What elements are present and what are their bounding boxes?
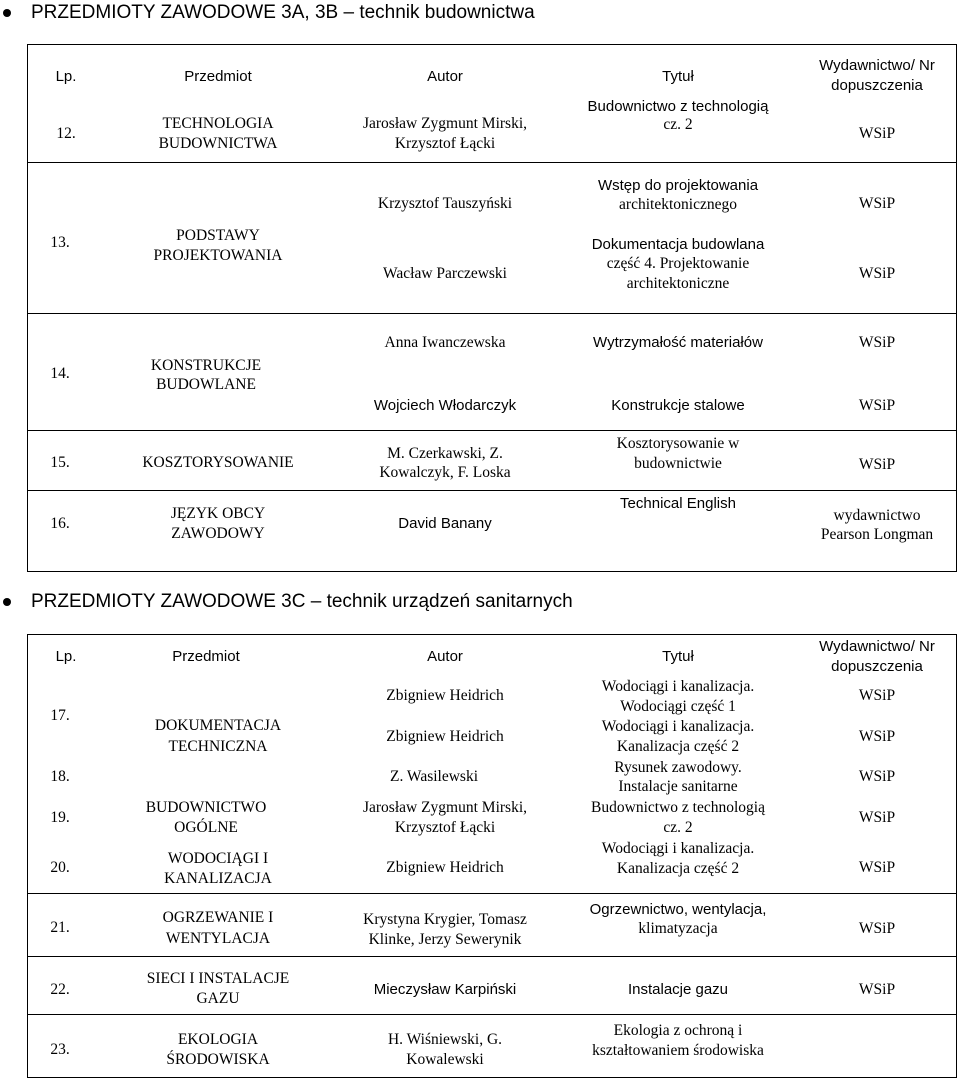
row-lp: 15. [50,454,70,471]
row-subject: BUDOWNICTWA [158,135,278,152]
row-title: Kanalizacja część 2 [616,738,740,755]
row-subject: ZAWODOWY [171,525,265,542]
row-title: Wstęp do projektowania [597,177,759,194]
row-author: M. Czerkawski, Z. [387,445,503,462]
row-author: Mieczysław Karpiński [373,981,517,998]
row-title: Instalacje sanitarne [618,778,738,795]
row-subject: KONSTRUKCJE [150,357,262,374]
row-author: David Banany [398,515,492,532]
row-divider [27,490,957,491]
table-border-right [956,44,957,572]
row-author: Zbigniew Heidrich [386,859,504,876]
row-lp: 18. [50,768,70,785]
row-subject: KOSZTORYSOWANIE [142,454,294,471]
row-publisher: wydawnictwo [833,507,921,524]
row-lp: 22. [50,981,70,998]
col-header-wydawnictwo: Wydawnictwo/ Nr [819,638,935,655]
row-title: Instalacje gazu [627,981,729,998]
bullet-icon [3,598,11,606]
bullet-icon [3,9,11,17]
row-subject: BUDOWLANE [156,376,256,393]
row-subject: GAZU [196,990,240,1007]
table-border-left [27,44,28,572]
row-subject: BUDOWNICTWO [145,799,267,816]
row-lp: 17. [50,707,70,724]
table-border-top [27,44,957,45]
row-title: Wodociągi i kanalizacja. [601,840,755,857]
row-lp: 16. [50,515,70,532]
row-lp: 12. [56,125,76,142]
row-subject: DOKUMENTACJA [154,717,282,734]
row-subject: EKOLOGIA [177,1031,259,1048]
col-header-autor: Autor [427,648,463,665]
row-publisher: WSiP [858,768,896,785]
row-subject: TECHNICZNA [168,738,268,755]
row-publisher: WSiP [858,728,896,745]
col-header-tytul: Tytuł [662,68,694,85]
col-header-tytul: Tytuł [662,648,694,665]
row-title: cz. 2 [663,819,693,836]
col-header-przedmiot: Przedmiot [184,68,252,85]
row-title: Wodociągi i kanalizacja. [601,678,755,695]
table-border-left [27,634,28,1078]
row-title: Wodociągi część 1 [620,698,736,715]
table-border-bottom [27,1077,957,1078]
row-title: kształtowaniem środowiska [592,1042,764,1059]
row-subject: OGÓLNE [174,819,238,836]
row-publisher: WSiP [858,125,896,142]
row-divider [27,430,957,431]
section-heading: PRZEDMIOTY ZAWODOWE 3A, 3B – technik budownictwa [31,2,535,23]
col-header-autor: Autor [427,68,463,85]
row-title: Rysunek zawodowy. [614,759,742,776]
row-subject: WENTYLACJA [165,930,271,947]
row-title: Budownictwo z technologią [587,98,769,115]
row-publisher: WSiP [858,456,896,473]
row-author: Krzysztof Tauszyński [377,195,513,212]
row-publisher: WSiP [858,195,896,212]
row-author: H. Wiśniewski, G. [387,1031,503,1048]
row-author: Krystyna Krygier, Tomasz [363,911,527,928]
row-author: Wacław Parczewski [383,265,507,282]
row-title: Kosztorysowanie w [616,435,740,452]
row-author: Krzysztof Łącki [394,819,496,836]
col-header-lp: Lp. [55,648,77,665]
row-title: architektonicznego [619,196,737,213]
row-author: Zbigniew Heidrich [386,687,504,704]
row-lp: 14. [50,365,70,382]
row-publisher: WSiP [858,334,896,351]
row-author: Wojciech Włodarczyk [373,397,517,414]
row-divider [27,1014,957,1015]
row-title: część 4. Projektowanie [606,255,750,272]
row-subject: PODSTAWY [176,227,260,244]
row-publisher: WSiP [858,687,896,704]
row-publisher: WSiP [858,809,896,826]
row-subject: WODOCIĄGI I [167,850,269,867]
row-publisher: WSiP [858,920,896,937]
row-author: Jarosław Zygmunt Mirski, [362,115,528,132]
row-subject: TECHNOLOGIA [162,115,274,132]
row-divider [27,893,957,894]
row-title: cz. 2 [663,116,693,133]
row-title: budownictwie [634,455,722,472]
row-lp: 19. [50,809,70,826]
row-author: Zbigniew Heidrich [386,728,504,745]
row-subject: SIECI I INSTALACJE [146,970,290,987]
table-border-right [956,634,957,1078]
row-author: Kowalewski [406,1051,484,1068]
row-lp: 20. [50,859,70,876]
row-title: architektoniczne [626,275,730,292]
row-title: Technical English [620,495,736,512]
row-publisher: WSiP [858,265,896,282]
section-heading: PRZEDMIOTY ZAWODOWE 3C – technik urządzeń sanitarnych [31,591,573,612]
row-title: Wytrzymałość materiałów [593,334,763,351]
row-title: klimatyzacja [638,920,718,937]
table-border-bottom [27,571,957,572]
row-divider [27,162,957,163]
row-divider [27,313,957,314]
row-subject: PROJEKTOWANIA [153,247,283,264]
col-header-dopuszczenia: dopuszczenia [831,77,923,94]
row-author: Anna Iwanczewska [384,334,506,351]
row-publisher: WSiP [858,859,896,876]
row-author: Krzysztof Łącki [394,135,496,152]
col-header-przedmiot: Przedmiot [172,648,240,665]
row-subject: JĘZYK OBCY [170,505,266,522]
row-publisher: Pearson Longman [820,526,934,543]
col-header-wydawnictwo: Wydawnictwo/ Nr [819,57,935,74]
col-header-lp: Lp. [55,68,77,85]
row-divider [27,956,957,957]
row-lp: 13. [50,234,70,251]
table-border-top [27,634,957,635]
row-publisher: WSiP [858,397,896,414]
row-title: Ogrzewnictwo, wentylacja, [589,901,767,918]
row-title: Budownictwo z technologią [591,799,765,816]
row-subject: OGRZEWANIE I [162,909,274,926]
row-author: Kowalczyk, F. Loska [379,464,511,481]
row-title: Wodociągi i kanalizacja. [601,718,755,735]
col-header-dopuszczenia: dopuszczenia [831,658,923,675]
row-lp: 23. [50,1041,70,1058]
row-title: Dokumentacja budowlana [591,236,765,253]
row-publisher: WSiP [858,981,896,998]
row-title: Konstrukcje stalowe [611,397,745,414]
row-subject: ŚRODOWISKA [166,1051,270,1068]
row-title: Kanalizacja część 2 [616,860,740,877]
row-author: Klinke, Jerzy Sewerynik [368,931,522,948]
row-lp: 21. [50,919,70,936]
row-author: Jarosław Zygmunt Mirski, [362,799,528,816]
row-author: Z. Wasilewski [389,768,479,785]
row-subject: KANALIZACJA [164,870,272,887]
row-title: Ekologia z ochroną i [613,1022,743,1039]
